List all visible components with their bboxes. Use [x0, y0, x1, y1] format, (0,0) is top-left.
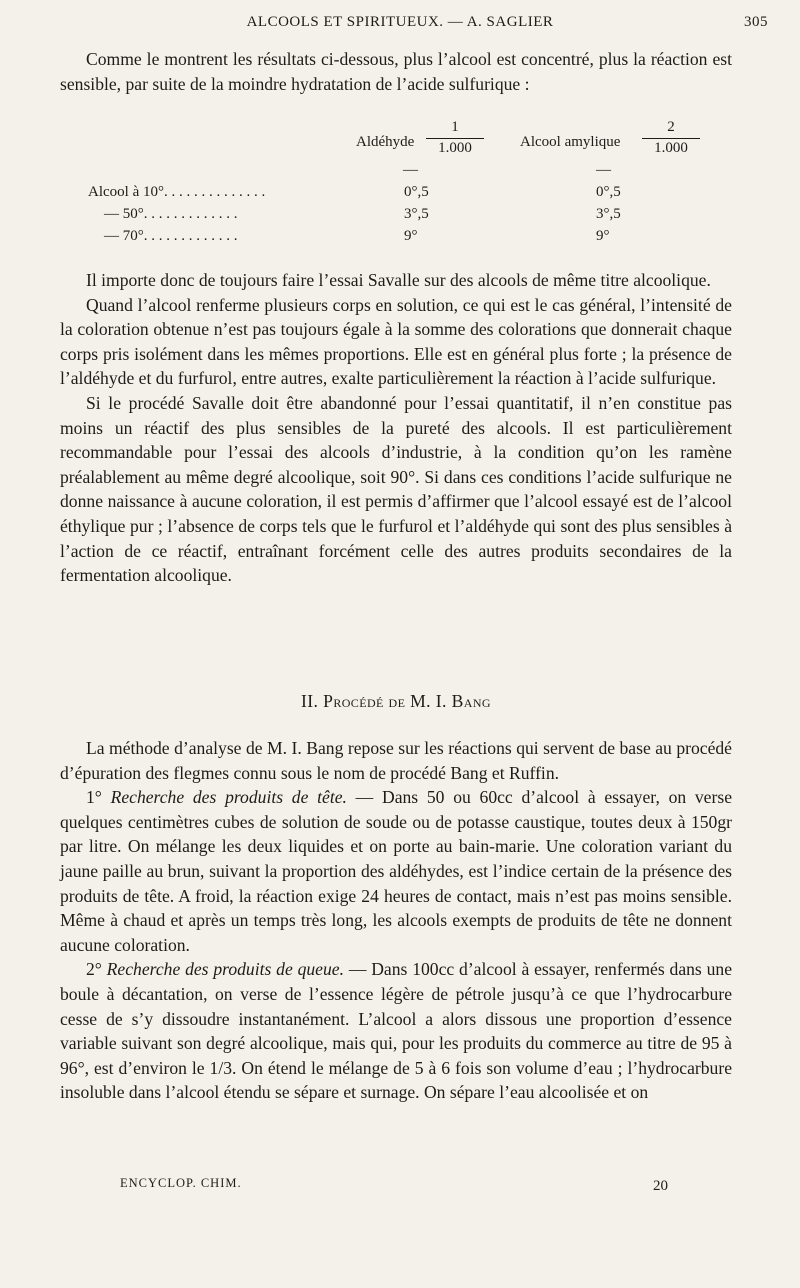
- row-value-aldehyde: 9°: [404, 228, 418, 244]
- col2-denominator: 1.000: [654, 140, 688, 156]
- paragraph: Quand l’alcool renferme plusieurs corps en solution, ce qui est le cas général, l’intensité de la coloration obtenue n’est pas toujours égale à la somme des colorations que donnerait chaque corps pris isolément dans les mêmes proportions. Elle est en général plus forte ; la présence de l’aldéhyde et du furfurol, entre autres, exalte particulièrement la réaction à l’acide sulfurique.: [60, 294, 732, 389]
- table-row: [104, 228, 704, 250]
- intro-text: Comme le montrent les résultats ci-dessous, plus l’alcool est concentré, plus la réaction est sensible, par suite de la moindre hydratation de l’acide sulfurique :: [60, 49, 732, 94]
- row-label: — 50°. . . . . . . . . . . . .: [104, 206, 238, 222]
- row-value-aldehyde: 0°,5: [404, 184, 429, 200]
- section-body: [60, 736, 732, 1105]
- row-label: — 70°. . . . . . . . . . . . .: [104, 228, 238, 244]
- item-2-title: Recherche des produits de queue.: [106, 959, 344, 980]
- intro-paragraph: [60, 47, 732, 96]
- row-value-amyl: 3°,5: [596, 206, 621, 222]
- footer: [120, 1172, 680, 1196]
- page-number: 305: [744, 14, 768, 30]
- item-2: [60, 957, 732, 1105]
- col2-label: Alcool amylique: [520, 134, 621, 150]
- running-head: [60, 10, 768, 34]
- paragraph: Si le procédé Savalle doit être abandonné pour l’essai quantitatif, il n’en constitue pas moins un réactif des plus sensibles de la pureté des alcools. Il est particulièrement recommandable pour l’essai des alcools d’industrie, à la condition qu’on les ramène préalablement au même degré alcoolique, soit 90°. Si dans ces conditions l’acide sulfurique ne donne naissance à aucune coloration, il est permis d’affirmer que l’alcool essayé est de l’alcool éthylique pur ; l’absence de corps tels que le furfurol et l’aldéhyde qui sont des plus sensibles à l’action de ce réactif, entraînant forcément celle des autres produits secondaires de la fermentation alcoolique.: [60, 392, 732, 586]
- item-2-number: 2°: [86, 959, 102, 980]
- signature-number: 20: [653, 1178, 668, 1194]
- row-value-amyl: 9°: [596, 228, 610, 244]
- table-row: [88, 184, 688, 206]
- item-1: [60, 785, 732, 957]
- section-title: Procédé de M. I. Bang: [323, 691, 491, 711]
- col1-fraction: [426, 118, 484, 156]
- item-1-number: 1°: [86, 787, 102, 808]
- item-1-text: — Dans 50 ou 60cc d’alcool à essayer, on verse quelques centimètres cubes de solution de soude ou de potasse caustique, toutes deux à 150gr par litre. On mélange les deux liquides et on porte au bain-marie. Une coloration variant du jaune paille au brun, suivant la proportion des aldéhydes, est l’indice certain de la présence des produits de tête. A froid, la réaction exige 24 heures de contact, mais n’est pas moins sensible. Même à chaud et après un temps très long, les alcools exempts de produits de tête ne donnent aucune coloration.: [60, 787, 733, 955]
- col1-dash: —: [403, 162, 418, 178]
- col1-label: Aldéhyde: [356, 134, 415, 150]
- table-row: [104, 206, 704, 228]
- row-value-amyl: 0°,5: [596, 184, 621, 200]
- item-2-text: — Dans 100cc d’alcool à essayer, renfermés dans une boule à décantation, on verse de l’essence légère de pétrole jusqu’à ce que l’hydrocarbure cesse de s’y dissoudre instantanément. L’alcool a alors dissous une proportion d’essence variable suivant son degré alcoolique, mais qui, pour les produits du commerce au titre de 95 à 96°, est d’environ le 1/3. On étend le mélange de 5 à 6 fois son volume d’eau ; l’hydrocarbure insoluble dans l’alcool étendu se sépare et surnage. On sépare l’eau alcoolisée et on: [60, 959, 732, 1103]
- col2-numerator: 2: [667, 119, 675, 135]
- row-value-aldehyde: 3°,5: [404, 206, 429, 222]
- col2-fraction: [642, 118, 700, 156]
- col2-dash: —: [596, 162, 611, 178]
- col1-fraction-bar: [426, 138, 484, 139]
- row-label: Alcool à 10°. . . . . . . . . . . . . .: [88, 184, 266, 200]
- paragraph: Il importe donc de toujours faire l’essai Savalle sur des alcools de même titre alcoolique.: [86, 270, 711, 290]
- col1-numerator: 1: [451, 119, 459, 135]
- body-paragraphs: [60, 268, 732, 588]
- signature-mark: ENCYCLOP. CHIM.: [120, 1176, 242, 1190]
- section-numeral: II.: [301, 691, 319, 711]
- section-intro: La méthode d’analyse de M. I. Bang repose sur les réactions qui servent de base au procédé d’épuration des flegmes connu sous le nom de procédé Bang et Ruffin.: [60, 738, 732, 783]
- running-title: ALCOOLS ET SPIRITUEUX. — A. SAGLIER: [246, 14, 554, 30]
- col1-denominator: 1.000: [438, 140, 472, 156]
- col2-fraction-bar: [642, 138, 700, 139]
- section-heading: [60, 691, 732, 712]
- item-1-title: Recherche des produits de tête.: [110, 787, 347, 808]
